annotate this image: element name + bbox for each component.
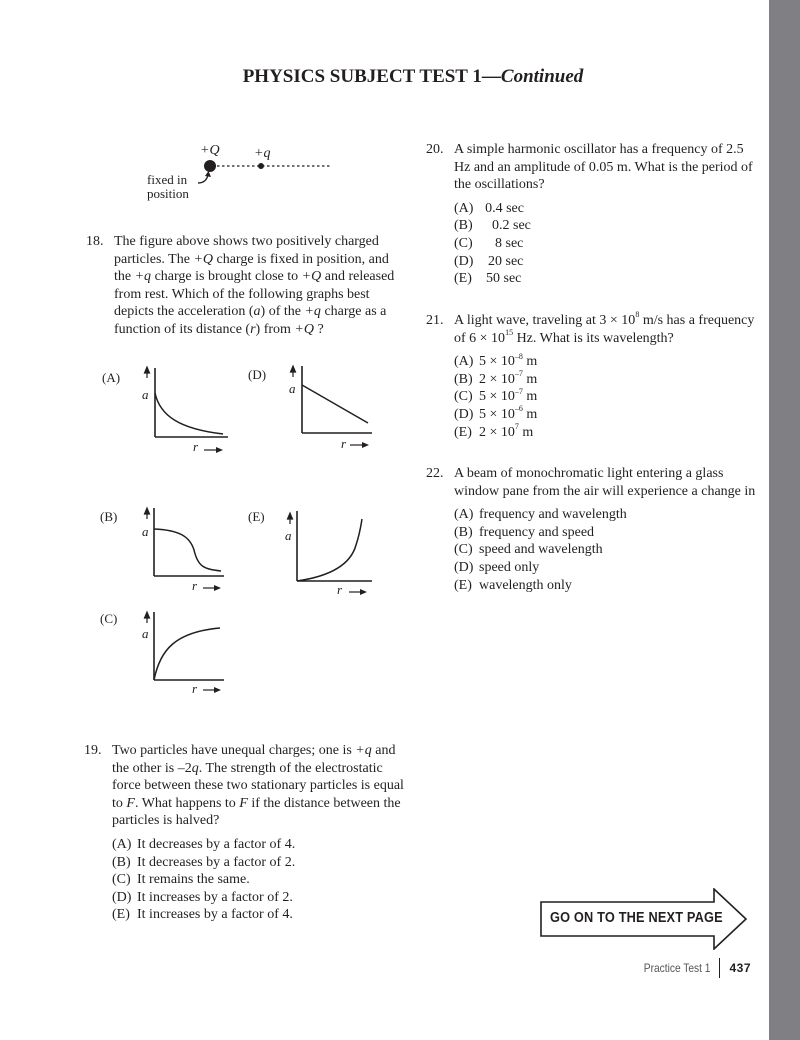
option-d[interactable]: (D) $5 \times 10^{-6}$ m (454, 404, 538, 422)
question-19-text: Two particles have unequal charges; one is +q and the other is –2q. The strength of the electrostatic force between these two stationary particles is equal to F. What happens to F if the distance between the particles is halved? (112, 743, 404, 829)
option-a[interactable]: (A) $5 \times 10^{-8}$ m (454, 351, 538, 370)
graph-c-plot-icon (140, 610, 240, 700)
question-18-text: The figure above shows two positively charged particles. The +Q charge is fixed in position, and the +q charge is brought close to +Q and released from rest. Which of the following graphs best depicts the acceleration (a) of the +q charge as a function of its distance (r) from +Q ? (114, 234, 395, 337)
option-d[interactable]: (D) It increases by a factor of 2. (112, 889, 293, 905)
option-e[interactable]: (E) $2 \times 10^7$ m (454, 421, 534, 440)
section-label: Practice Test 1 (643, 961, 711, 975)
option-d[interactable]: (D) 20 sec (454, 253, 524, 269)
side-tab-bar (769, 0, 800, 1040)
next-page-arrow[interactable] (540, 888, 750, 950)
question-20-text: A simple harmonic oscillator has a frequency of 2.5 Hz and an amplitude of 0.05 m. What is the period of the oscillations? (454, 142, 753, 193)
question-21-options (454, 353, 756, 441)
option-b[interactable]: (B) frequency and speed (454, 524, 595, 540)
option-c[interactable]: (C) 8 sec (454, 235, 524, 251)
graph-e-plot-icon (280, 505, 380, 599)
question-22-options (454, 506, 756, 594)
page-number: 437 (729, 961, 751, 975)
question-19-options (112, 836, 404, 924)
option-a[interactable]: (A) 0.4 sec (454, 200, 524, 216)
graph-a-plot-icon (140, 366, 240, 460)
option-c[interactable]: (C) speed and wavelength (454, 542, 603, 558)
footer-divider (719, 958, 720, 978)
page-title: PHYSICS SUBJECT TEST 1—Continued (242, 66, 584, 87)
question-22: 22. A beam of monochromatic light entering a glass window pane from the air will experience a change in (A) frequency and wavelength (B) frequency and speed (C) speed and wavelength (D) speed only (E) wavelength only (426, 466, 756, 593)
option-e[interactable]: (E) wavelength only (454, 577, 572, 593)
question-20: 20. A simple harmonic oscillator has a frequency of 2.5 Hz and an amplitude of 0.05 m. What is the period of the oscillations? (A) 0.4 sec (B) 0.2 sec (C) 8 sec (D) 20 sec (E) 50 sec (426, 141, 756, 288)
option-b[interactable]: (B) 0.2 sec (454, 218, 531, 234)
question-21-text: A light wave, traveling at $3 \times 10^8$ m/s has a frequency of $6 \times 10^{15}$ Hz. What is its wavelength? (454, 310, 755, 346)
option-b[interactable]: (B) $2 \times 10^{-7}$ m (454, 369, 538, 387)
option-d[interactable]: (D) speed only (454, 559, 540, 575)
graph-b-plot-icon (140, 505, 240, 599)
question-18: 18. The figure above shows two positively charged particles. The +Q charge is fixed in position, and the +q charge is brought close to +Q and released from rest. Which of the following graphs best depicts the acceleration (a) of the +q charge as a function of its distance (r) from +Q ? (86, 233, 406, 339)
option-b[interactable]: (B) It decreases by a factor of 2. (112, 854, 296, 870)
option-a[interactable]: (A) It decreases by a factor of 4. (112, 836, 296, 852)
small-charge-label: +q (254, 146, 271, 161)
page-footer (632, 958, 751, 978)
question-22-text: A beam of monochromatic light entering a glass window pane from the air will experience a change in (454, 466, 756, 499)
big-charge-label: +Q (200, 143, 220, 158)
question-20-options (454, 200, 756, 288)
question-21: 21. A light wave, traveling at $3 \times 10^8$ m/s has a frequency of $6 \times 10^{15}$ Hz. What is its wavelength? (A) $5 \times 10^{-8}$ m (B) $2 \times 10^{-7}$ m (C) $5 \times 10^{-7}$ m (D) $5 \times 10^{-6}$ m (E) $2 \times 10^7$ m (426, 310, 755, 440)
option-e[interactable]: (E) It increases by a factor of 4. (112, 907, 293, 923)
next-page-label: GO ON TO THE NEXT PAGE (550, 910, 723, 926)
option-e[interactable]: (E) 50 sec (454, 271, 522, 287)
option-a[interactable]: (A) frequency and wavelength (454, 507, 627, 523)
option-c[interactable]: (C) $5 \times 10^{-7}$ m (454, 386, 538, 405)
fixed-position-label: fixed in position (147, 172, 189, 201)
graph-d-plot-icon (280, 363, 380, 457)
question-19: 19. Two particles have unequal charges; one is +q and the other is –2q. The strength of the electrostatic force between these two stationary particles is equal to F. What happens to F if the distance between the particles is halved? (A) It decreases by a factor of 4. (B) It decreases by a factor of 2. (C) It remains the same. (D) It increases by a factor of 2. (E) It increases by a factor of 4. (84, 743, 404, 923)
option-c[interactable]: (C) It remains the same. (112, 872, 250, 888)
